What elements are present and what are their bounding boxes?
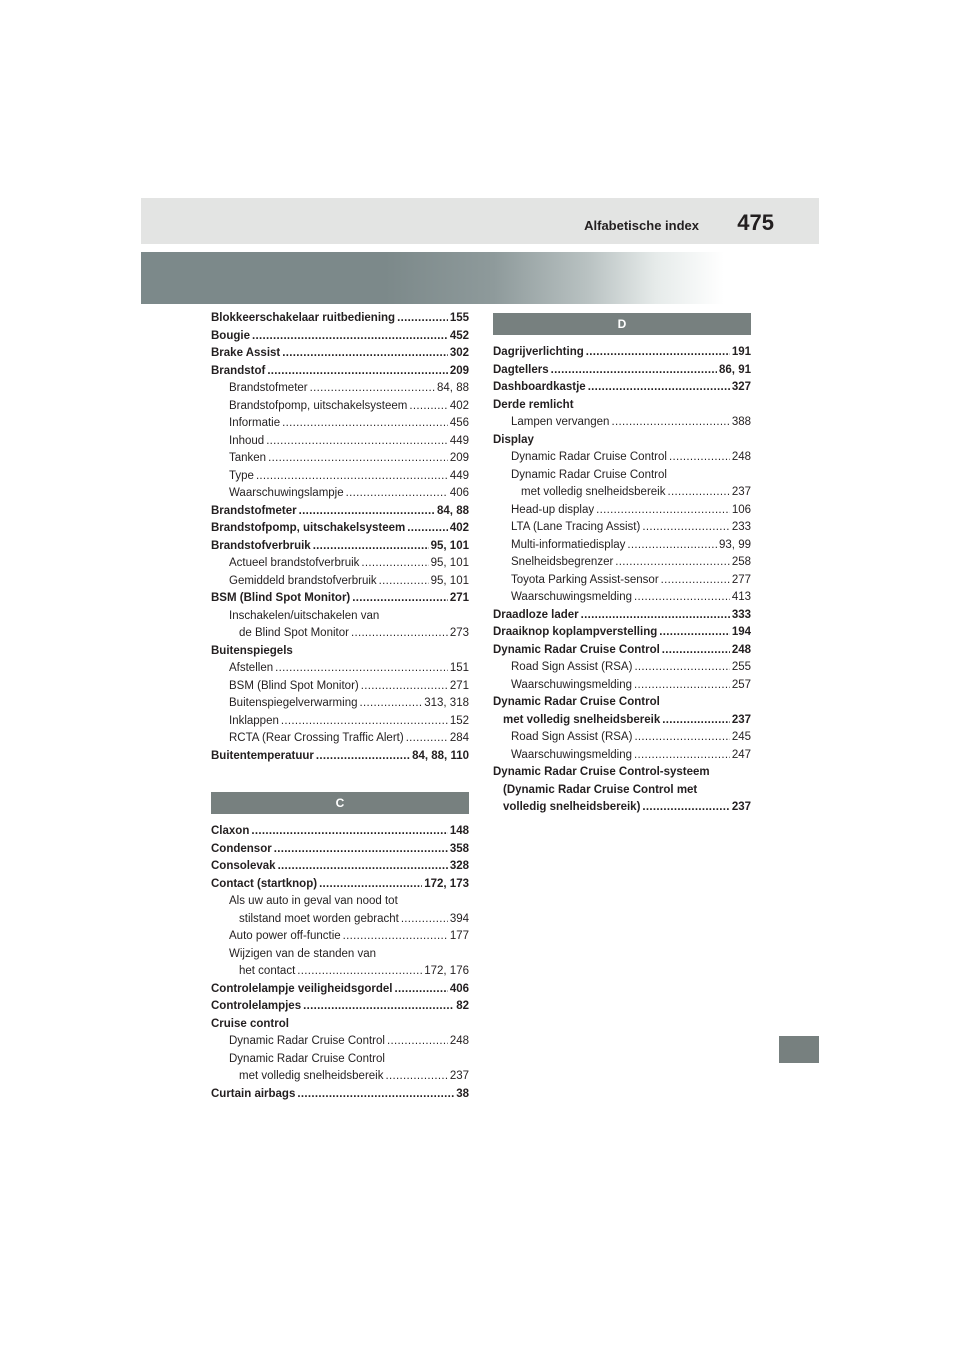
index-entry-label: Waarschuwingslampje	[229, 487, 344, 499]
index-entry-page: 413	[731, 591, 751, 603]
index-entry-label: Blokkeerschakelaar ruitbediening	[211, 312, 396, 324]
index-entry	[211, 928, 469, 946]
index-heading: Als uw auto in geval van nood tot	[229, 895, 398, 907]
index-entry	[493, 537, 751, 555]
index-entry	[211, 695, 469, 713]
index-entry-page: 237	[731, 486, 751, 498]
index-entry-label: RCTA (Rear Crossing Traffic Alert)	[229, 732, 404, 744]
leader-dots	[551, 362, 717, 380]
index-entry-label: Waarschuwingsmelding	[511, 678, 633, 691]
index-entry	[211, 380, 469, 398]
leader-dots	[401, 911, 448, 929]
leader-dots	[642, 799, 729, 817]
index-entry	[211, 363, 469, 381]
index-entry-label: Afstellen	[229, 662, 274, 674]
index-entry	[211, 398, 469, 416]
index-entry	[211, 573, 469, 591]
index-entry-page: 152	[449, 714, 469, 727]
index-entry-page: 151	[449, 662, 469, 674]
index-entry-label: Dynamic Radar Cruise Control	[229, 1035, 385, 1047]
index-entry-label: Waarschuwingsmelding	[511, 748, 633, 761]
index-entry	[493, 659, 751, 677]
leader-dots	[634, 677, 730, 695]
leader-dots	[387, 1033, 448, 1051]
leader-dots	[407, 520, 448, 538]
index-entry	[211, 468, 469, 486]
index-entry	[211, 485, 469, 503]
index-list-d	[493, 344, 751, 817]
leader-dots	[588, 379, 730, 397]
index-entry	[211, 520, 469, 538]
index-entry	[211, 625, 469, 643]
index-entry-page: 258	[731, 556, 751, 568]
leader-dots	[627, 537, 717, 555]
leader-dots	[409, 398, 447, 416]
index-entry-label: Curtain airbags	[211, 1087, 296, 1100]
index-entry-page: 248	[449, 1035, 469, 1047]
index-entry-page: 209	[449, 452, 469, 464]
index-entry-page: 248	[731, 643, 751, 656]
leader-dots	[397, 310, 448, 328]
index-entry	[211, 876, 469, 894]
leader-dots	[251, 823, 447, 841]
index-list-c	[211, 823, 469, 1103]
index-entry-page: 388	[731, 416, 751, 428]
index-entry	[211, 858, 469, 876]
index-entry	[493, 589, 751, 607]
index-entry-page: 327	[731, 381, 751, 393]
index-column-right	[493, 313, 751, 817]
index-entry-label: Informatie	[229, 417, 281, 429]
page-header	[141, 198, 819, 244]
index-entry-page: 257	[731, 678, 751, 691]
index-entry-label: Head-up display	[511, 503, 595, 516]
index-entry-page: 106	[731, 503, 751, 516]
leader-dots	[394, 981, 447, 999]
index-heading: Wijzigen van de standen van	[229, 947, 377, 960]
index-entry-label: met volledig snelheidsbereik	[239, 1070, 384, 1082]
index-heading: Inschakelen/uitschakelen van	[229, 609, 380, 622]
index-entry	[211, 678, 469, 696]
index-entry-label: Bougie	[211, 329, 250, 342]
index-entry	[211, 1033, 469, 1051]
index-entry-page: 95, 101	[430, 574, 469, 587]
index-entry-page: 449	[449, 434, 469, 447]
leader-dots	[303, 998, 454, 1016]
leader-dots	[361, 678, 448, 696]
index-entry-label: Toyota Parking Assist-sensor	[511, 573, 659, 586]
index-entry	[493, 379, 751, 397]
index-entry-label: Dynamic Radar Cruise Control	[511, 451, 667, 463]
leader-dots	[406, 730, 448, 748]
leader-dots	[351, 625, 448, 643]
index-heading: Display	[493, 433, 534, 446]
index-entry-label: Controlelampjes	[211, 1000, 302, 1012]
index-entry-page: 247	[731, 748, 751, 761]
index-entry	[211, 345, 469, 363]
section-letter-d: D	[493, 313, 751, 335]
index-entry	[211, 748, 469, 766]
index-entry-page: 191	[731, 346, 751, 358]
index-heading: Dynamic Radar Cruise Control	[493, 696, 660, 708]
index-heading: Dynamic Radar Cruise Control	[511, 468, 667, 481]
index-entry-page: 194	[731, 626, 751, 638]
index-entry-label: met volledig snelheidsbereik	[503, 713, 661, 726]
index-entry-page: 449	[449, 469, 469, 482]
index-entry	[493, 414, 751, 432]
index-entry-page: 95, 101	[430, 557, 469, 569]
index-entry-page: 406	[449, 487, 469, 499]
index-entry-page: 302	[449, 347, 469, 359]
index-entry-label: Tanken	[229, 452, 267, 464]
index-entry-label: Gemiddeld brandstofverbruik	[229, 574, 377, 587]
index-entry-label: het contact	[239, 965, 296, 977]
leader-dots	[634, 729, 729, 747]
index-entry-label: Waarschuwingsmelding	[511, 591, 633, 603]
thumb-index-tab	[779, 1036, 819, 1063]
index-entry-page: 245	[731, 731, 751, 743]
index-entry-page: 86, 91	[719, 363, 751, 376]
index-entry	[211, 981, 469, 999]
index-entry-page: 148	[449, 825, 469, 837]
leader-dots	[256, 468, 448, 486]
leader-dots	[385, 1068, 447, 1086]
index-entry-page: 84, 88	[437, 504, 469, 517]
index-entry-label: Type	[229, 469, 254, 482]
leader-dots	[662, 712, 730, 730]
index-entry-page: 237	[731, 801, 751, 813]
leader-dots	[267, 363, 448, 381]
index-entry	[211, 823, 469, 841]
index-entry-page: 38	[456, 1087, 469, 1100]
index-entry-page: 209	[449, 364, 469, 377]
index-entry	[493, 607, 751, 625]
index-entry-label: Brake Assist	[211, 347, 281, 359]
leader-dots	[634, 747, 730, 765]
leader-dots	[662, 642, 730, 660]
index-entry	[211, 730, 469, 748]
index-entry	[211, 1086, 469, 1104]
index-entry-label: Brandstofmeter	[229, 382, 308, 394]
leader-dots	[268, 450, 448, 468]
index-entry	[211, 450, 469, 468]
index-entry-page: 284	[449, 732, 469, 744]
index-entry	[211, 590, 469, 608]
index-entry-label: Claxon	[211, 825, 250, 837]
leader-dots	[310, 380, 435, 398]
index-entry-label: Multi-informatiedisplay	[511, 538, 626, 551]
index-entry	[211, 963, 469, 981]
index-entry-page: 82	[456, 1000, 469, 1012]
index-entry-label: Controlelampje veiligheidsgordel	[211, 982, 393, 995]
leader-dots	[379, 573, 429, 591]
index-entry	[211, 911, 469, 929]
index-entry	[211, 433, 469, 451]
section-letter-c: C	[211, 792, 469, 814]
index-entry-page: 273	[449, 627, 469, 639]
index-entry-page: 402	[449, 399, 469, 412]
index-entry	[493, 642, 751, 660]
leader-dots	[634, 589, 730, 607]
index-entry	[211, 555, 469, 573]
leader-dots	[661, 572, 730, 590]
leader-dots	[352, 590, 448, 608]
index-entry-page: 172, 176	[424, 965, 469, 977]
index-entry	[493, 712, 751, 730]
index-entry-label: stilstand moet worden gebracht	[239, 912, 399, 925]
index-entry	[211, 713, 469, 731]
index-entry-label: de Blind Spot Monitor	[239, 627, 349, 639]
leader-dots	[319, 876, 422, 894]
index-entry-label: Condensor	[211, 842, 272, 855]
index-entry-page: 177	[449, 930, 469, 942]
index-entry-page: 328	[449, 860, 469, 872]
leader-dots	[615, 554, 730, 572]
leader-dots	[343, 928, 448, 946]
index-entry-page: 333	[731, 608, 751, 621]
index-entry-label: Draadloze lader	[493, 608, 579, 621]
index-entry	[493, 484, 751, 502]
leader-dots	[282, 345, 448, 363]
index-entry	[493, 502, 751, 520]
index-entry-page: 406	[449, 982, 469, 995]
index-entry-label: met volledig snelheidsbereik	[521, 486, 666, 498]
index-entry-label: Dagrijverlichting	[493, 346, 584, 358]
index-entry-label: Dynamic Radar Cruise Control	[493, 643, 660, 656]
leader-dots	[586, 344, 730, 362]
index-entry-page: 233	[731, 521, 751, 533]
index-entry	[493, 449, 751, 467]
index-entry-label: Brandstofpomp, uitschakelsysteem	[211, 522, 406, 534]
index-entry-page: 237	[449, 1070, 469, 1082]
index-entry-label: BSM (Blind Spot Monitor)	[211, 592, 351, 604]
leader-dots	[299, 503, 435, 521]
index-entry-label: volledig snelheidsbereik)	[503, 801, 641, 813]
index-entry	[493, 747, 751, 765]
leader-dots	[252, 328, 448, 346]
leader-dots	[669, 449, 730, 467]
index-entry-label: Road Sign Assist (RSA)	[511, 661, 633, 673]
index-entry-label: Brandstofverbruik	[211, 539, 311, 552]
index-entry-page: 452	[449, 329, 469, 342]
index-entry-label: Inklappen	[229, 714, 279, 727]
leader-dots	[282, 415, 448, 433]
index-list-b	[211, 310, 469, 765]
index-heading: (Dynamic Radar Cruise Control met	[503, 783, 698, 796]
index-heading: Dynamic Radar Cruise Control-systeem	[493, 766, 710, 778]
index-entry	[493, 729, 751, 747]
leader-dots	[281, 713, 448, 731]
index-entry-label: Buitentemperatuur	[211, 749, 314, 762]
index-entry-label: Dagtellers	[493, 363, 549, 376]
index-entry-label: Brandstof	[211, 364, 266, 377]
leader-dots	[634, 659, 729, 677]
index-entry	[493, 554, 751, 572]
index-entry-page: 358	[449, 842, 469, 855]
index-entry-label: BSM (Blind Spot Monitor)	[229, 679, 359, 692]
index-entry-page: 172, 173	[424, 877, 469, 890]
index-heading: Derde remlicht	[493, 398, 574, 411]
index-entry-label: LTA (Lane Tracing Assist)	[511, 521, 641, 533]
leader-dots	[313, 538, 429, 556]
index-entry-page: 84, 88	[437, 382, 469, 394]
index-entry-page: 255	[731, 661, 751, 673]
index-entry-page: 402	[449, 522, 469, 534]
index-heading: Cruise control	[211, 1017, 289, 1030]
index-entry-label: Snelheidsbegrenzer	[511, 556, 614, 568]
leader-dots	[642, 519, 729, 537]
index-entry	[211, 503, 469, 521]
index-entry	[211, 538, 469, 556]
leader-dots	[346, 485, 448, 503]
index-entry	[211, 328, 469, 346]
leader-dots	[297, 1086, 454, 1104]
index-entry	[211, 998, 469, 1016]
leader-dots	[316, 748, 410, 766]
index-entry-label: Auto power off-functie	[229, 930, 341, 942]
index-entry-label: Inhoud	[229, 434, 265, 447]
index-heading: Dynamic Radar Cruise Control	[229, 1052, 385, 1065]
index-entry	[493, 677, 751, 695]
leader-dots	[274, 841, 448, 859]
index-entry	[493, 362, 751, 380]
index-entry-label: Draaiknop koplampverstelling	[493, 626, 658, 638]
index-entry	[493, 624, 751, 642]
index-entry-page: 394	[449, 912, 469, 925]
index-entry-label: Contact (startknop)	[211, 877, 318, 890]
leader-dots	[297, 963, 422, 981]
index-entry	[211, 660, 469, 678]
index-entry	[211, 415, 469, 433]
index-entry-page: 456	[449, 417, 469, 429]
index-entry-label: Road Sign Assist (RSA)	[511, 731, 633, 743]
page-number: 475	[737, 210, 774, 235]
index-entry-page: 237	[731, 713, 751, 726]
index-entry-label: Brandstofmeter	[211, 504, 297, 517]
leader-dots	[359, 695, 422, 713]
index-entry-page: 271	[449, 679, 469, 692]
index-entry	[211, 310, 469, 328]
leader-dots	[278, 858, 448, 876]
index-entry-page: 277	[731, 573, 751, 586]
index-entry-page: 93, 99	[719, 538, 751, 551]
index-entry-page: 95, 101	[430, 539, 469, 552]
leader-dots	[275, 660, 448, 678]
index-entry-label: Brandstofpomp, uitschakelsysteem	[229, 399, 408, 412]
index-entry	[493, 572, 751, 590]
index-entry-page: 84, 88, 110	[412, 749, 469, 762]
index-entry-page: 271	[449, 592, 469, 604]
index-entry	[493, 344, 751, 362]
leader-dots	[581, 607, 730, 625]
index-entry-page: 248	[731, 451, 751, 463]
index-entry-page: 313, 318	[424, 697, 469, 709]
header-title: Alfabetische index	[584, 218, 699, 233]
index-entry	[211, 1068, 469, 1086]
leader-dots	[667, 484, 729, 502]
leader-dots	[611, 414, 729, 432]
index-entry-label: Consolevak	[211, 860, 276, 872]
index-entry-label: Buitenspiegelverwarming	[229, 697, 358, 709]
index-entry-page: 155	[449, 312, 469, 324]
leader-dots	[596, 502, 730, 520]
leader-dots	[361, 555, 428, 573]
index-entry-label: Lampen vervangen	[511, 416, 610, 428]
index-entry-label: Dashboardkastje	[493, 381, 586, 393]
index-entry	[211, 841, 469, 859]
header-gradient-band	[141, 252, 819, 304]
index-entry	[493, 519, 751, 537]
index-heading: Buitenspiegels	[211, 644, 293, 657]
leader-dots	[659, 624, 730, 642]
leader-dots	[266, 433, 448, 451]
index-entry	[493, 799, 751, 817]
index-column-left	[211, 310, 469, 1103]
index-entry-label: Actueel brandstofverbruik	[229, 557, 360, 569]
